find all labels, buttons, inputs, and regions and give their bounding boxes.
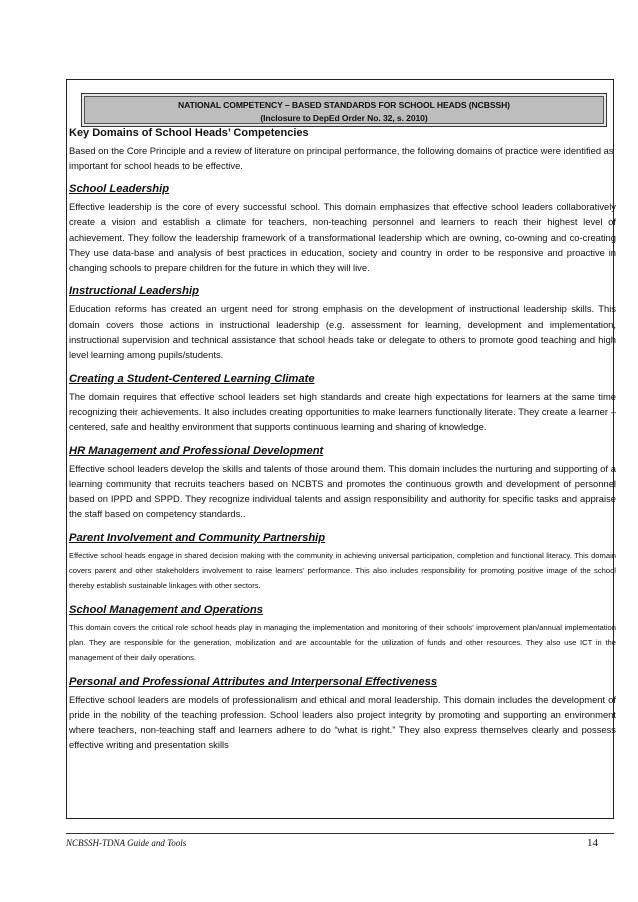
section-text: Effective school heads engage in shared decision making with the community in achieving universal participation, completion and functional literacy. This domain covers parent and other stakeholders involvement to raise learners’ performance. This also includes responsibility for promoting positive image of the school thereby establish sustainable linkages with other sectors. <box>69 550 616 591</box>
banner-title: NATIONAL COMPETENCY – BASED STANDARDS FOR SCHOOL HEADS (NCBSSH) <box>178 100 510 110</box>
section-hr-management <box>69 444 616 522</box>
section-heading: Creating a Student-Centered Learning Climate <box>69 372 315 385</box>
section-text: Effective school leaders are models of professionalism and ethical and moral leadership. This domain includes the development of pride in the nobility of the teaching profession. School leaders also project integrity by promoting and supporting an environment where teachers, non-teaching staff and learners adhere to do “what is right.” They also express themselves clearly and possess effective writing and presentation skills <box>69 693 616 751</box>
section-school-management <box>69 603 616 666</box>
section-heading: School Leadership <box>69 183 170 195</box>
section-text: Effective school leaders develop the skills and talents of those around them. This domain includes the nurturing and supporting of a learning community that recruits teachers based on NCBTS and promotes the continuous growth and development of personnel based on IPPD and SPPD. They recognize individual talents and assign responsibility and authority for specific tasks and appraise the staff based on competency standards.. <box>69 462 616 520</box>
section-heading: School Management and Operations <box>69 603 263 616</box>
banner-subtitle: (Inclosure to DepEd Order No. 32, s. 2010) <box>260 113 428 123</box>
standards-banner <box>81 93 607 127</box>
section-heading: HR Management and Professional Development <box>69 444 324 457</box>
section-instructional-leadership <box>69 284 616 362</box>
footer-title: NCBSSH-TDNA Guide and Tools <box>66 838 187 848</box>
section-heading: Parent Involvement and Community Partnership <box>69 531 326 544</box>
content-frame <box>66 79 614 819</box>
section-school-leadership <box>69 182 616 275</box>
page-number: 14 <box>587 837 598 849</box>
content-body <box>69 127 616 753</box>
section-personal-attributes <box>69 675 616 753</box>
section-text: The domain requires that effective school leaders set high standards and create high expectations for learners at the same time recognizing their achievements. It also includes creating opportunities to make learners functionally literate. They create a learner – centered, safe and healthy environment that supports continuous learning and sharing of knowledge. <box>69 390 616 433</box>
section-parent-involvement <box>69 531 616 594</box>
section-learning-climate <box>69 372 616 435</box>
section-text: This domain covers the critical role school heads play in managing the implementation and monitoring of their schools’ improvement plan/annual implementation plan. They are responsible for the generation, mobilization and are accountable for the utilization of funds and other resources. They also use ICT in the management of their daily operations. <box>69 622 616 663</box>
section-heading: Instructional Leadership <box>69 285 199 298</box>
key-domains-title: Key Domains of School Heads’ Competencies <box>69 127 309 139</box>
page-footer <box>66 833 614 854</box>
section-text: Education reforms has created an urgent need for strong emphasis on the development of instructional leadership skills. This domain covers those actions in instructional leadership (e.g. assessment for learning, development and implementation, instructional supervision and technical assistance that school heads take or delegate to others to promote good teaching and high level learning among pupils/students. <box>69 303 616 361</box>
section-text: Effective leadership is the core of every successful school. This domain emphasizes that effective school leaders collaboratively create a vision and establish a climate for teachers, non-teaching personnel and learners to reach their highest level of achievement. They follow the leadership framework of a transformational leadership which are owning, co-owning and co-creating They use data-base and analysis of best practices in education, society and country in order to be responsive and proactive in changing schools to prepare children for the future in which they will live. <box>69 201 616 274</box>
key-domains-text: Based on the Core Principle and a review of literature on principal performance, the following domains of practice were identified as important for school heads to be effective. <box>69 145 614 171</box>
section-heading: Personal and Professional Attributes and Interpersonal Effectiveness <box>69 675 438 688</box>
